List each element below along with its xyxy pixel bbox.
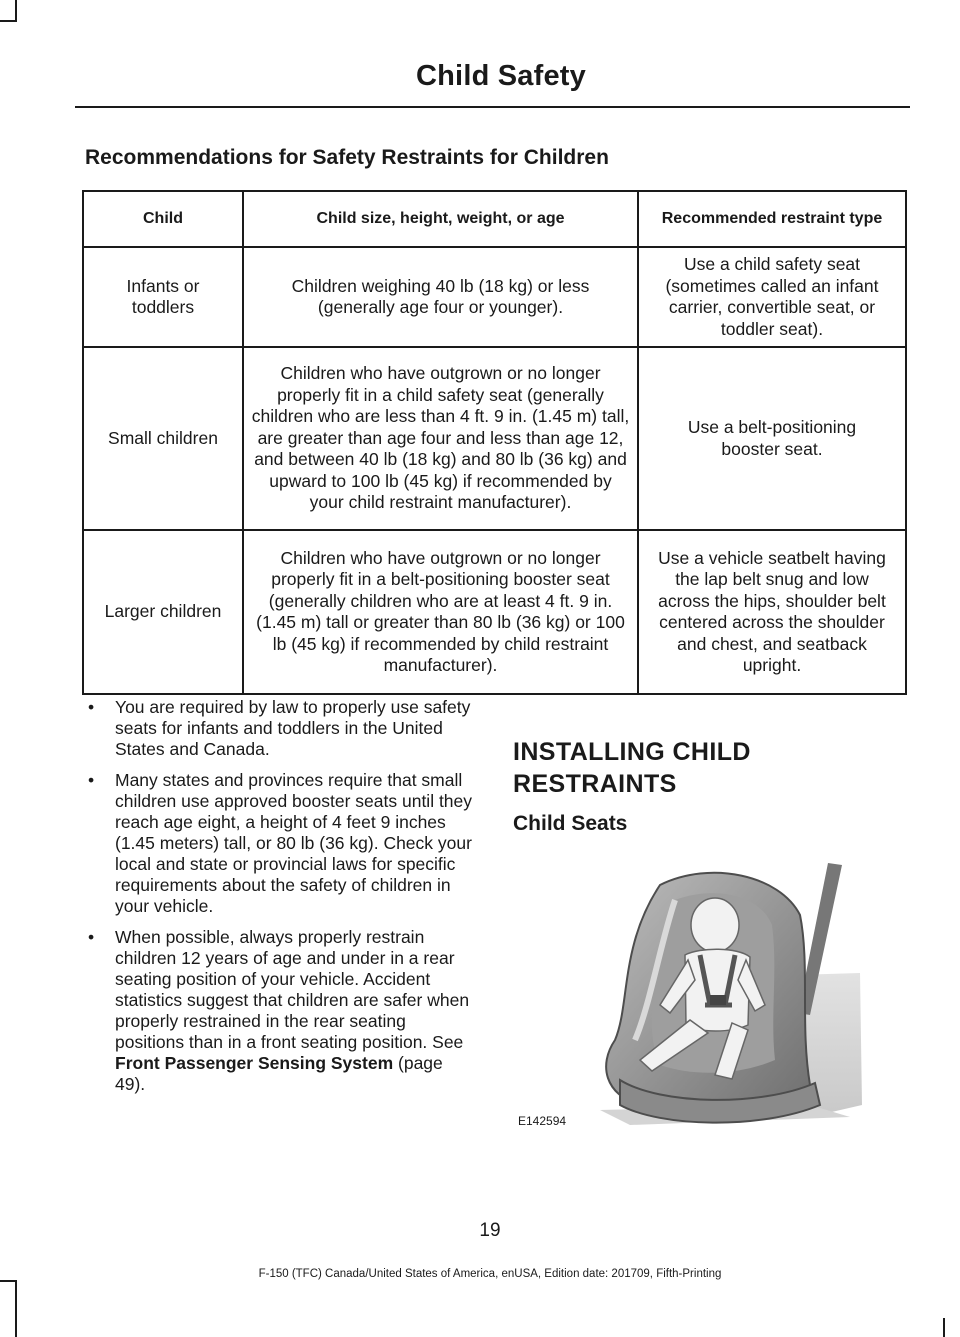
page-number: 19 [479,1220,501,1241]
list-item: • You are required by law to properly use safety seats for infants and toddlers in the United States and Canada. [85,697,477,760]
child-safety-seat-figure [510,855,870,1140]
installing-child-restraints-heading: INSTALLING CHILD RESTRAINTS [513,738,751,798]
table-cell-child: Infants or toddlers [83,247,243,347]
table-row [83,247,906,347]
crop-mark [943,1318,945,1337]
cross-reference-link[interactable]: Front Passenger Sensing System [115,1053,394,1073]
table-row [83,347,906,530]
crop-mark [15,1280,17,1337]
restraint-recommendations-table [82,190,907,695]
figure-id-label: E142594 [518,1114,567,1128]
table-cell-restraint: Use a child safety seat (sometimes called an infant carrier, convertible seat, or toddler seat). [638,247,906,347]
list-item-text: When possible, always properly restrain children 12 years of age and under in a rear seating position of your vehicle. Accident statistics suggest that children are safer when properly restrained in the rear seating positions than in a front seating position. See [115,927,470,1052]
table-cell-child: Small children [83,347,243,530]
child-safety-seat-illustration-icon [510,855,870,1140]
list-item [85,927,477,1095]
crop-mark [0,20,17,22]
column-header-size: Child size, height, weight, or age [243,191,638,247]
footer-edition-info: F-150 (TFC) Canada/United States of America, enUSA, Edition date: 201709, Fifth-Printing [258,1268,722,1280]
table-cell-size: Children who have outgrown or no longer properly fit in a child safety seat (generally children who are less than 4 ft. 9 in. (1.45 m) tall, are greater than age four and less than age 12, and between 40 lb (18 kg) and 80 lb (36 kg) and upward to 100 lb (45 kg) if recommended by your child restraint manufacturer). [243,347,638,530]
list-item: • Many states and provinces require that small children use approved booster seats until they reach age eight, a height of 4 feet 9 inches (1.45 meters) tall, or 80 lb (36 kg). Check your local and state or provincial laws for specific requirements about the safety of children in your vehicle. [85,770,477,917]
table-cell-restraint: Use a belt-positioning booster seat. [638,347,906,530]
child-seats-subheading: Child Seats [513,812,628,835]
header-divider [75,106,910,108]
crop-mark [0,1280,17,1282]
page-reference: (page 49). [115,1053,443,1094]
section-heading: Recommendations for Safety Restraints for Children [85,146,609,169]
bullet-list [85,697,477,1105]
crop-mark [15,0,17,22]
table-cell-restraint: Use a vehicle seatbelt having the lap belt snug and low across the hips, shoulder belt centered across the shoulder and chest, and seatback upright. [638,530,906,694]
column-header-restraint: Recommended restraint type [638,191,906,247]
table-row [83,530,906,694]
table-cell-size: Children weighing 40 lb (18 kg) or less (generally age four or younger). [243,247,638,347]
column-header-child: Child [83,191,243,247]
table-cell-size: Children who have outgrown or no longer properly fit in a belt-positioning booster seat (generally children who are at least 4 ft. 9 in. (1.45 m) tall or greater than 80 lb (36 kg) or 100 lb (45 kg) if recommended by child restraint manufacturer). [243,530,638,694]
table-cell-child: Larger children [83,530,243,694]
page-header-title: Child Safety [416,60,586,92]
table-header-row [83,191,906,247]
